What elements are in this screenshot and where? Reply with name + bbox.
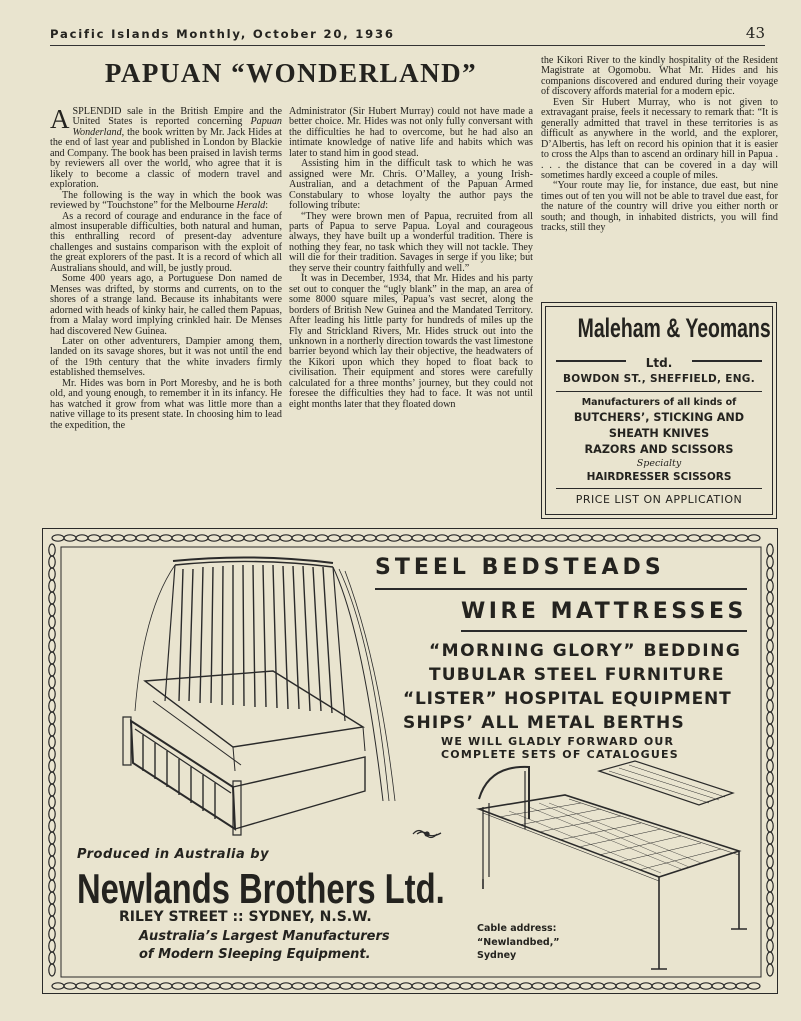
ad-company-name: Newlands Brothers Ltd.	[77, 865, 445, 912]
ad-product-line: RAZORS AND SCISSORS	[584, 443, 734, 456]
page-header	[50, 24, 765, 46]
ad-headline-wire-mattresses: WIRE MATTRESSES	[461, 599, 747, 624]
book-title: Papuan Wonderland	[72, 116, 282, 138]
ad-product-line: BUTCHERS’, STICKING AND	[573, 411, 745, 424]
advertisement-newlands-brothers	[42, 528, 778, 994]
ad-address: RILEY STREET :: SYDNEY, N.S.W.	[119, 909, 372, 925]
ad-rule	[375, 588, 747, 590]
article-paragraph: Even Sir Hubert Murray, who is not given to extravagant praise, feels it necessary to remark that: “It is generally admitted that travel in these territories is as difficult as anywhere in the world, and the explorer, D’Albertis, has left on record his opinion that it is easier to cross the Alps than to ascend an ordinary hill in Papua . . . . the distance that can be covered in a day will sometimes hardly exceed a couple of miles.	[541, 96, 778, 181]
ad-ltd: Ltd.	[645, 356, 673, 370]
article-column-3	[541, 56, 778, 300]
ad-catalogue-line-2: COMPLETE SETS OF CATALOGUES	[441, 748, 679, 761]
ad-specialty: Specialty	[636, 458, 682, 469]
drop-cap: A	[50, 107, 70, 134]
article-paragraph: The following is the way in which the book was reviewed by “Touchstone” for the Melbourne Herald:	[50, 189, 282, 212]
ad-price-list: PRICE LIST ON APPLICATION	[575, 493, 743, 506]
bedstead-illustration	[83, 551, 405, 847]
ad-headline-steel-bedsteads: STEEL BEDSTEADS	[375, 555, 665, 580]
article-paragraph: It was in December, 1934, that Mr. Hides and his party set out to conquer the “ugly blank” in the map, an area of some 8000 square miles, Papua’s vast secret, along the borders of British New Guinea and the Mandated Territory. After leading his little party for hundreds of miles up the Fly and Strickland Rivers, Mr. Hides struck out into the unknown in a northerly direction towards the vast limestone barrier beyond which lay their objective, the headwaters of the Kikori upon which they hoped to float back to civilisation. Their equipment and stores were carefully calculated for a three months’ journey, but they could not foresee the difficulties they had to face. It was not until eight months later that they floated down	[289, 273, 533, 410]
ornament-icon	[411, 827, 443, 841]
ad-product-line: SHEATH KNIVES	[608, 427, 710, 440]
ad-cable-city: Sydney	[477, 950, 517, 961]
article-paragraph: “Your route may lie, for instance, due east, but nine times out of ten you will not be able to travel due east, for the nature of the country will drive you either north or south; and though, in inhabited districts, you will find tracks, still they	[541, 180, 778, 234]
ad-ltd-row	[546, 352, 772, 368]
ad-product-tubular-steel: TUBULAR STEEL FURNITURE	[429, 665, 725, 685]
article-paragraph: Mr. Hides was born in Port Moresby, and he is both old, and young enough, to remember it in its infancy. He has watched it grow from what was little more than a native village to its present state. In choosing him to lead the expedition, the	[50, 377, 282, 431]
article-paragraph: Later on other adventurers, Dampier among them, landed on its savage shores, but it was not until the end of the 19th century that the white invaders firmly established themselves.	[50, 335, 282, 379]
ad-hairdresser-scissors: HAIRDRESSER SCISSORS	[586, 471, 732, 483]
ad-cable-address-label: Cable address:	[477, 923, 557, 934]
article-paragraph: A SPLENDID sale in the British Empire and the United States is reported concerning Papuan Wonderland, the book written by Mr. Jack Hides at the end of last year and published in London by Blackie and Company. The book has been praised in lavish terms by reviewers all over the world, who agree that it is likely to become a classic of modern travel and exploration.	[50, 107, 282, 191]
ad-catalogue-line-1: WE WILL GLADLY FORWARD OUR	[441, 735, 675, 748]
ad-inner-border	[545, 306, 773, 515]
article-column-2	[289, 107, 533, 519]
ad-manufacturers-line: Manufacturers of all kinds of	[581, 397, 737, 408]
article-paragraph: As a record of courage and endurance in the face of almost insuperable difficulties, both natural and human, this enthralling record of present-day adventure challenges and sustains comparison with the exploit of the great explorers of the past. It is a record of which all Australians should, and will, be justly proud.	[50, 210, 282, 274]
ad-company-name: Maleham & Yeomans	[577, 313, 771, 343]
ad-product-ships-berths: SHIPS’ ALL METAL BERTHS	[403, 713, 685, 733]
ad-produced-by: Produced in Australia by	[77, 847, 270, 862]
article-title: PAPUAN “WONDERLAND”	[104, 58, 478, 88]
running-head: Pacific Islands Monthly, October 20, 1936	[50, 27, 395, 41]
advertisement-maleham-yeomans	[541, 302, 777, 519]
article-column-1	[50, 107, 282, 515]
ad-rule	[692, 360, 762, 362]
ad-cable-address: “Newlandbed,”	[477, 937, 560, 948]
ad-tagline-1: Australia’s Largest Manufacturers	[139, 929, 390, 944]
ad-product-lister-hospital: “LISTER” HOSPITAL EQUIPMENT	[403, 689, 732, 709]
article-paragraph: Some 400 years ago, a Portuguese Don named de Menses was drifted, by storms and currents, on to the shores of a strange land. Because its inhabitants were adorned with heads of kinky hair, he called them Papuas, from a Malay word implying crinkled hair. De Menses had discovered New Guinea.	[50, 273, 282, 337]
ad-rule	[556, 488, 762, 489]
ad-tagline-2: of Modern Sleeping Equipment.	[139, 947, 371, 962]
article-paragraph: the Kikori River to the kindly hospitality of the Resident Magistrate at Ogomobu. What Mr. Hides and his companions discovered and endured during their voyage of discovery affords material for a modern epic.	[541, 56, 778, 98]
ad-address: BOWDON ST., SHEFFIELD, ENG.	[562, 373, 756, 385]
newspaper-title: Herald	[236, 200, 266, 212]
ad-rule	[461, 630, 747, 632]
ad-rule	[556, 391, 762, 392]
page-number: 43	[745, 24, 765, 42]
article-paragraph: “They were brown men of Papua, recruited from all parts of Papua to serve Papua. Loyal and courageous always, they have built up a wonderful tradition. There is nothing they fear, no task which they will not tackle. They will die for their tradition. Savages in serge if you like; but they serve their country faithfully and well.”	[289, 210, 533, 274]
article-paragraph: Administrator (Sir Hubert Murray) could not have made a better choice. Mr. Hides was not only fully conversant with the difficulties he had to overcome, but he had also an intimate knowledge of native life and habits which was later to stand him in good stead.	[289, 107, 533, 159]
ad-product-morning-glory: “MORNING GLORY” BEDDING	[429, 641, 742, 661]
ad-rule	[556, 360, 626, 362]
article-paragraph: Assisting him in the difficult task to which he was assigned were Mr. Chris. O’Malley, a young Irish-Australian, and a detachment of the Papuan Armed Constabulary to whose loyalty the author pays the following tribute:	[289, 158, 533, 212]
